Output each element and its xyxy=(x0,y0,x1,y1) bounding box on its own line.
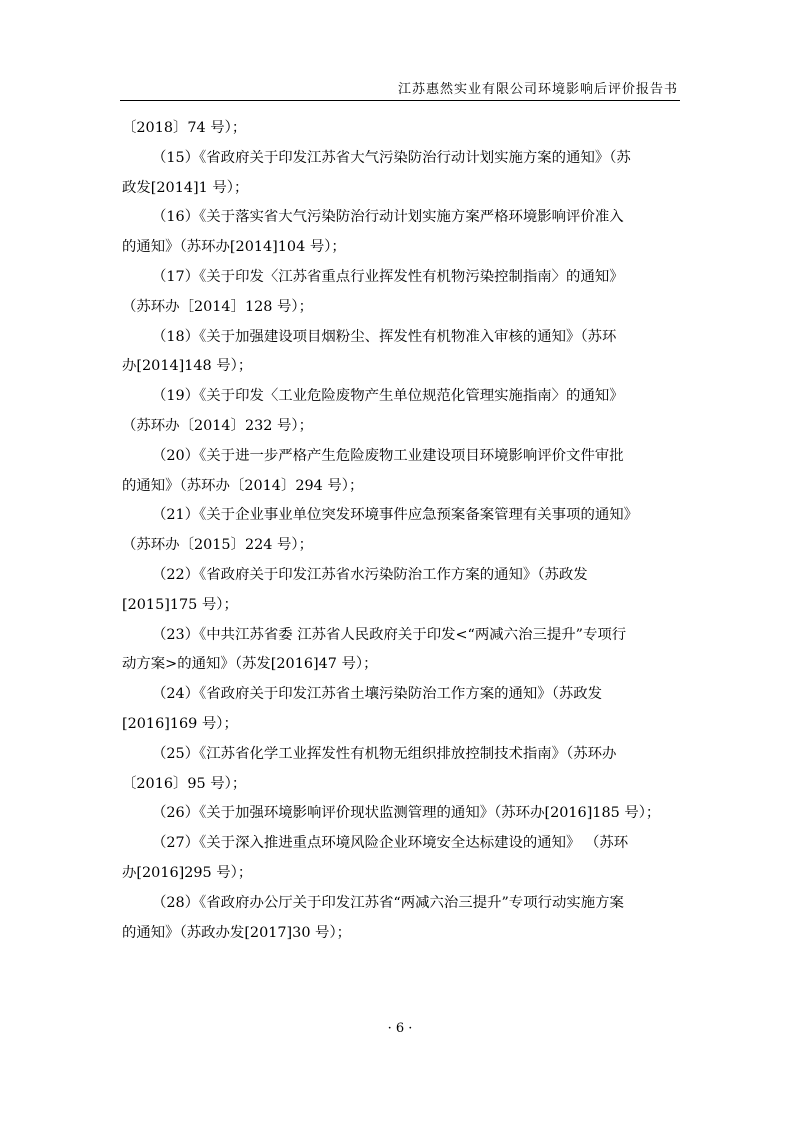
text-line: （21）《关于企业事业单位突发环境事件应急预案备案管理有关事项的通知》 xyxy=(152,507,639,524)
text-line: （27）《关于深入推进重点环境风险企业环境安全达标建设的通知》 （苏环 xyxy=(152,835,629,852)
text-line: （23）《中共江苏省委 江苏省人民政府关于印发<“两减六治三提升”专项行 xyxy=(152,626,627,643)
text-line: 的通知》（苏环办[2014]104 号）； xyxy=(122,239,346,256)
text-line: 政发[2014]1 号）； xyxy=(122,179,249,196)
text-line: 办[2016]295 号）； xyxy=(122,864,253,881)
text-line: （25）《江苏省化学工业挥发性有机物无组织排放控制技术指南》（苏环办 xyxy=(152,745,617,762)
text-line: 〔2016〕95 号）； xyxy=(122,775,247,792)
text-line: 办[2014]148 号）； xyxy=(122,358,253,375)
text-line: （17）《关于印发〈江苏省重点行业挥发性有机物污染控制指南〉的通知》 xyxy=(152,268,624,285)
text-line: （16）《关于落实省大气污染防治行动计划实施方案严格环境影响评价准入 xyxy=(152,209,624,226)
text-line: （苏环办［2014］128 号）； xyxy=(122,298,313,315)
text-line: [2016]169 号）； xyxy=(122,715,238,732)
page-number: · 6 · xyxy=(387,1021,413,1036)
text-line: 动方案>的通知》（苏发[2016]47 号）； xyxy=(122,656,378,673)
text-line: （26）《关于加强环境影响评价现状监测管理的通知》（苏环办[2016]185 号）； xyxy=(152,805,661,822)
text-line: （苏环办〔2014〕232 号）； xyxy=(122,417,313,434)
text-line: （苏环办〔2015〕224 号）； xyxy=(122,537,313,554)
text-line: （18）《关于加强建设项目烟粉尘、挥发性有机物准入审核的通知》（苏环 xyxy=(152,328,617,345)
text-line: [2015]175 号）； xyxy=(122,596,238,613)
page-header-title: 江苏惠然实业有限公司环境影响后评价报告书 xyxy=(397,82,678,97)
text-line: （28）《省政府办公厅关于印发江苏省“两减六治三提升”专项行动实施方案 xyxy=(152,894,624,911)
text-line: 的通知》（苏政办发[2017]30 号）； xyxy=(122,924,352,941)
text-line: 〔2018〕74 号）； xyxy=(122,120,247,136)
document-body xyxy=(122,114,678,948)
text-line: （19）《关于印发〈工业危险废物产生单位规范化管理实施指南〉的通知》 xyxy=(152,388,624,405)
text-line: （22）《省政府关于印发江苏省水污染防治工作方案的通知》（苏政发 xyxy=(152,566,588,583)
text-line: 的通知》（苏环办〔2014〕294 号）； xyxy=(122,477,364,494)
text-line: （20）《关于进一步严格产生危险废物工业建设项目环境影响评价文件审批 xyxy=(152,447,624,464)
header-divider xyxy=(120,100,680,101)
text-line: （15）《省政府关于印发江苏省大气污染防治行动计划实施方案的通知》（苏 xyxy=(152,149,631,166)
text-line: （24）《省政府关于印发江苏省土壤污染防治工作方案的通知》（苏政发 xyxy=(152,686,603,703)
